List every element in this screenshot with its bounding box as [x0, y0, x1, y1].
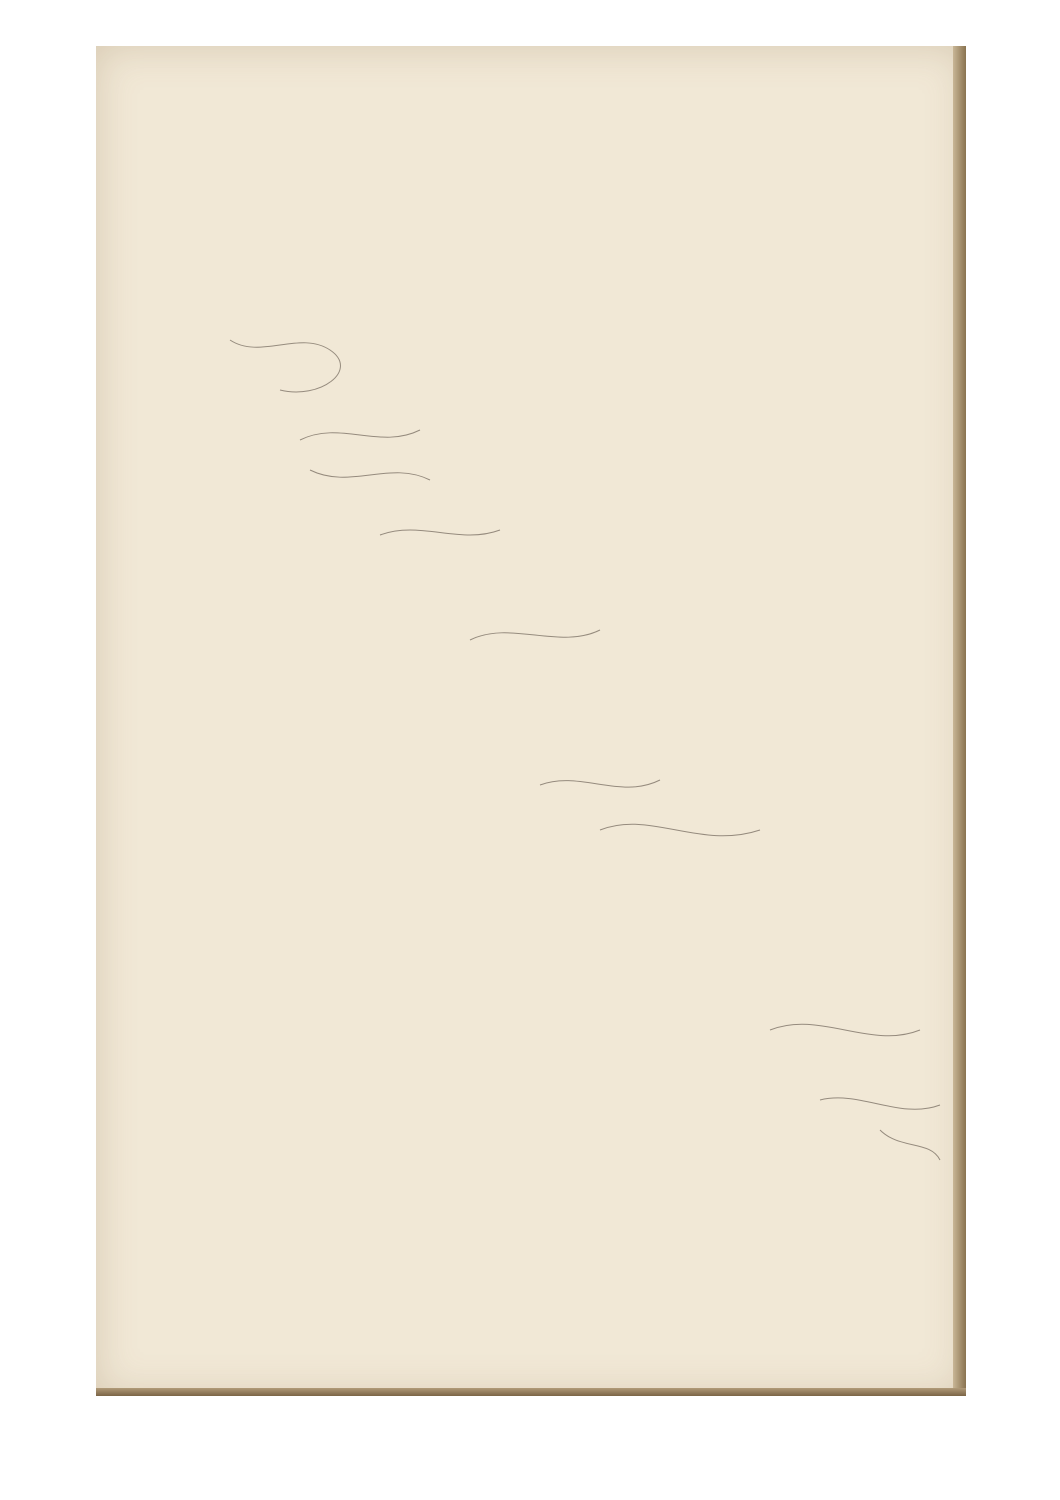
page-edge-bottom	[96, 1388, 966, 1396]
page-edge-right	[953, 46, 966, 1396]
page-sheet	[96, 46, 966, 1396]
